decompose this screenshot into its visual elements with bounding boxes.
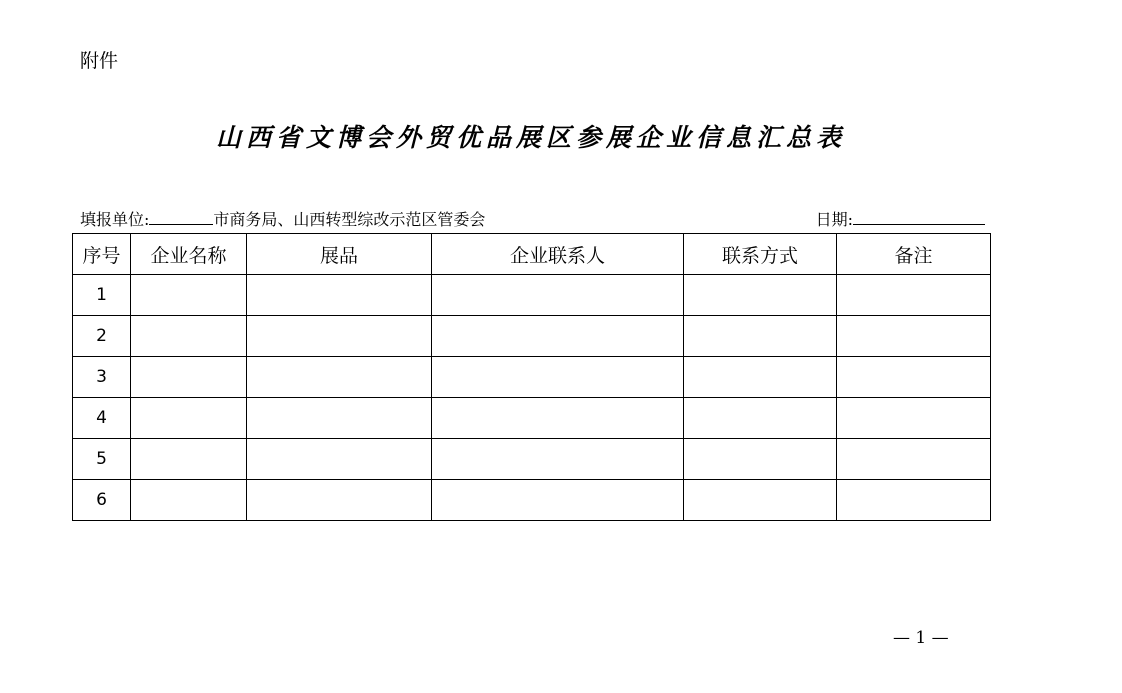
contact-person-cell[interactable] [432,275,684,316]
contact-person-cell[interactable] [432,316,684,357]
table-row [73,480,991,521]
serial-number-cell: 1 [73,275,131,316]
enterprise-info-table [72,233,991,521]
table-row [73,357,991,398]
contact-method-cell[interactable] [684,357,837,398]
reporting-unit-label: 填报单位: [80,210,150,229]
remarks-cell[interactable] [837,480,991,521]
header-remarks: 备注 [837,234,991,275]
serial-number-cell: 4 [73,398,131,439]
contact-method-cell[interactable] [684,439,837,480]
serial-number-cell: 6 [73,480,131,521]
serial-number-cell: 3 [73,357,131,398]
serial-number-cell: 2 [73,316,131,357]
contact-method-cell[interactable] [684,275,837,316]
reporting-unit-value: 市商务局、山西转型综改示范区管委会 [213,210,486,229]
attachment-label: 附件 [80,50,119,72]
header-company-name: 企业名称 [131,234,247,275]
company-name-cell[interactable] [131,316,247,357]
contact-person-cell[interactable] [432,480,684,521]
serial-number-cell: 5 [73,439,131,480]
company-name-cell[interactable] [131,398,247,439]
company-name-cell[interactable] [131,439,247,480]
page-number: — 1 — [893,628,949,648]
remarks-cell[interactable] [837,357,991,398]
contact-method-cell[interactable] [684,480,837,521]
reporting-unit-blank [149,210,213,225]
company-name-cell[interactable] [131,357,247,398]
report-date-blank [853,210,985,225]
report-date-label: 日期: [815,210,853,229]
header-contact-person: 企业联系人 [432,234,684,275]
report-date [816,207,985,230]
document-title: 山西省文博会外贸优品展区参展企业信息汇总表 [215,123,846,152]
table-row [73,398,991,439]
exhibits-cell[interactable] [247,275,432,316]
header-exhibits: 展品 [247,234,432,275]
contact-person-cell[interactable] [432,398,684,439]
table-header-row [73,234,991,275]
header-serial-number: 序号 [73,234,131,275]
contact-person-cell[interactable] [432,439,684,480]
exhibits-cell[interactable] [247,316,432,357]
reporting-unit [80,207,485,230]
exhibits-cell[interactable] [247,357,432,398]
exhibits-cell[interactable] [247,439,432,480]
company-name-cell[interactable] [131,275,247,316]
remarks-cell[interactable] [837,439,991,480]
header-contact-method: 联系方式 [684,234,837,275]
exhibits-cell[interactable] [247,398,432,439]
remarks-cell[interactable] [837,275,991,316]
remarks-cell[interactable] [837,316,991,357]
exhibits-cell[interactable] [247,480,432,521]
remarks-cell[interactable] [837,398,991,439]
company-name-cell[interactable] [131,480,247,521]
contact-person-cell[interactable] [432,357,684,398]
table-row [73,439,991,480]
contact-method-cell[interactable] [684,316,837,357]
contact-method-cell[interactable] [684,398,837,439]
table-row [73,275,991,316]
table-row [73,316,991,357]
form-header-row [80,207,985,229]
